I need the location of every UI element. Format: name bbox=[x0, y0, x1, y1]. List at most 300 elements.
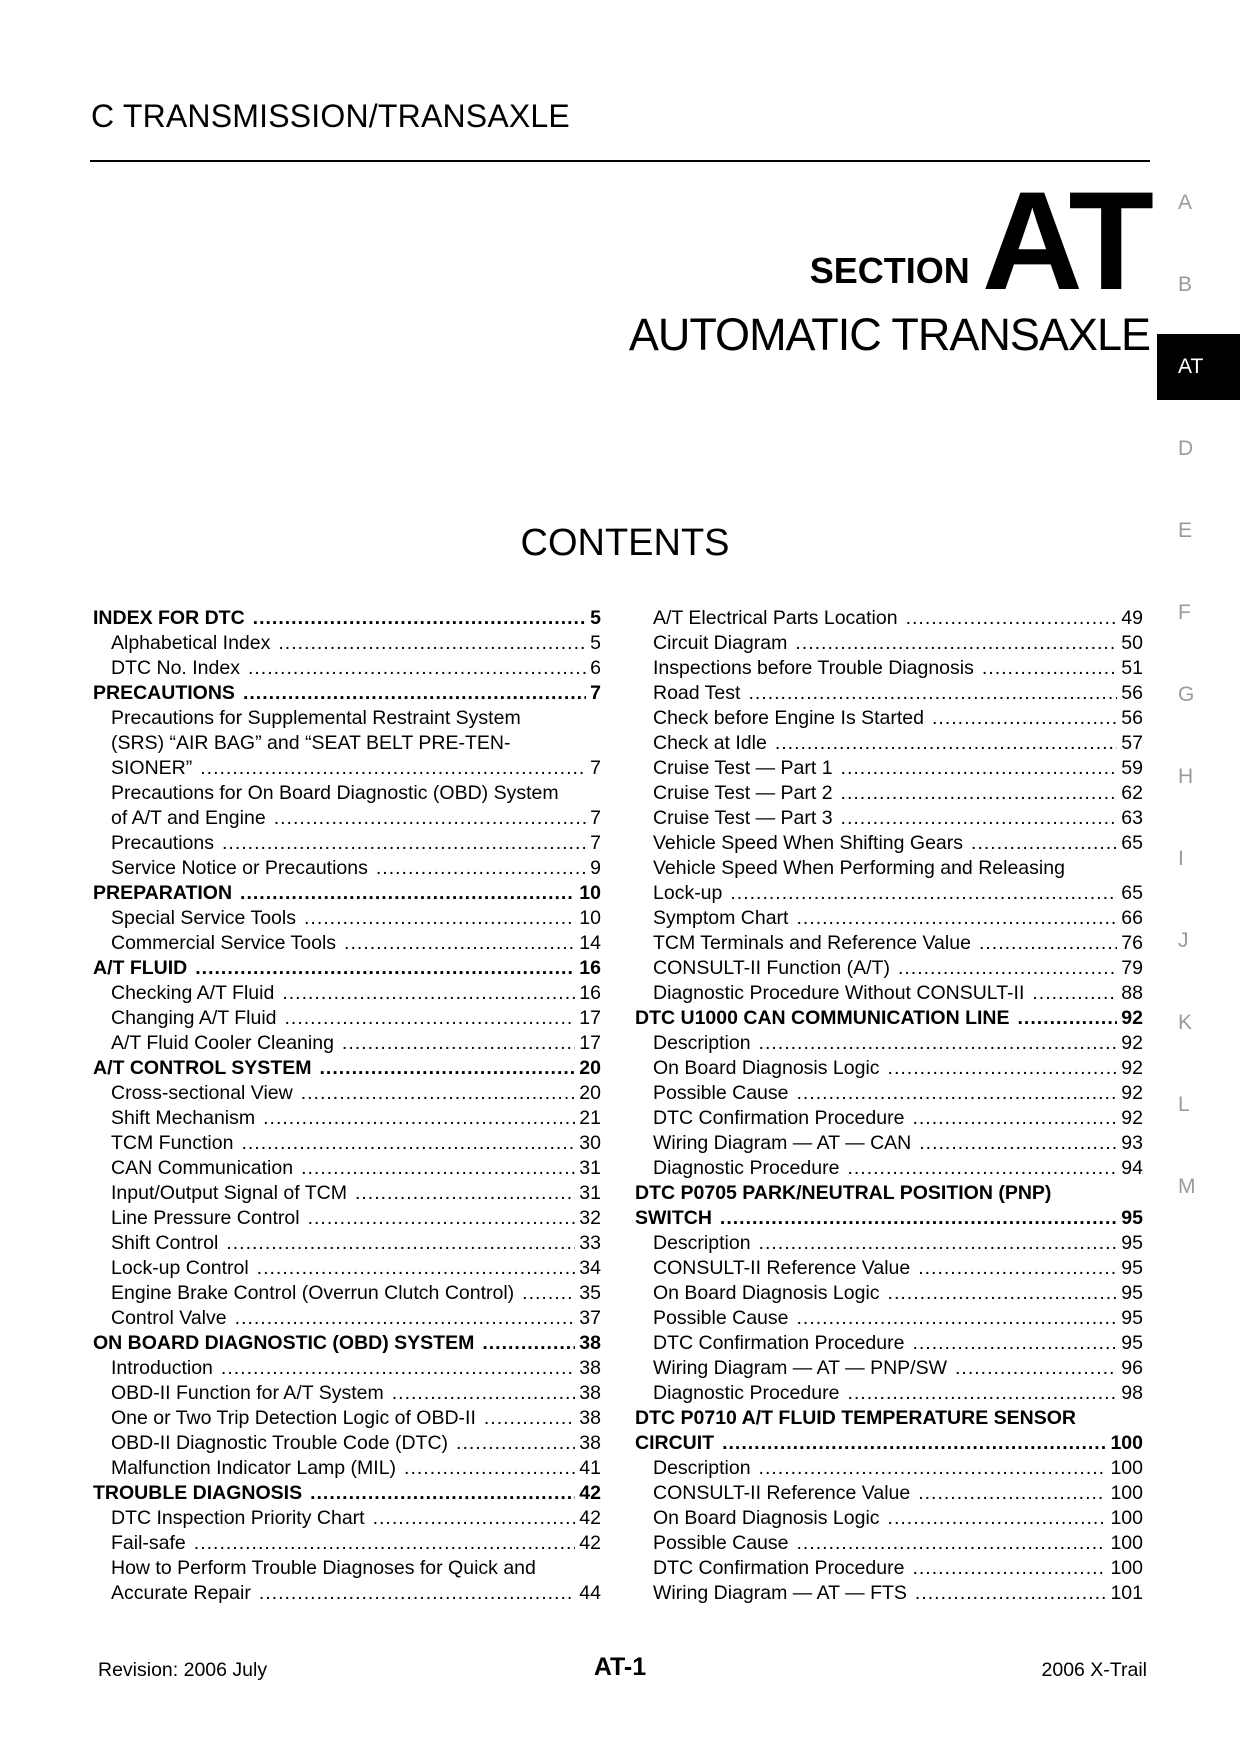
toc-entry[interactable] bbox=[93, 856, 601, 881]
toc-entry-title: Wiring Diagram — AT — FTS bbox=[653, 1582, 907, 1604]
toc-leader-dots bbox=[841, 806, 1118, 831]
toc-entry-title: DTC Confirmation Procedure bbox=[653, 1557, 905, 1579]
toc-entry[interactable] bbox=[93, 756, 601, 781]
toc-entry-title: Accurate Repair bbox=[111, 1582, 251, 1604]
section-tab-label: K bbox=[1178, 1011, 1193, 1034]
toc-entry[interactable] bbox=[93, 1456, 601, 1481]
toc-right-column bbox=[635, 606, 1143, 1606]
toc-entry-title: DTC Confirmation Procedure bbox=[653, 1332, 905, 1354]
toc-leader-dots bbox=[797, 1306, 1118, 1331]
section-title-block bbox=[628, 162, 1150, 361]
toc-entry[interactable] bbox=[93, 1106, 601, 1131]
toc-entry-page: 7 bbox=[590, 832, 601, 854]
toc-entry[interactable] bbox=[635, 1431, 1143, 1456]
toc-leader-dots bbox=[226, 1231, 575, 1256]
toc-entry-page: 95 bbox=[1121, 1207, 1143, 1229]
toc-entry-page: 100 bbox=[1110, 1507, 1143, 1529]
toc-entry-page: 66 bbox=[1121, 907, 1143, 929]
footer-model: 2006 X-Trail bbox=[1041, 1659, 1147, 1681]
toc-entry-page: 16 bbox=[579, 957, 601, 979]
toc-leader-dots bbox=[898, 956, 1117, 981]
toc-entry-page: 16 bbox=[579, 982, 601, 1004]
toc-entry[interactable] bbox=[635, 606, 1143, 631]
toc-leader-dots bbox=[759, 1231, 1118, 1256]
toc-leader-dots bbox=[376, 856, 586, 881]
toc-entry[interactable] bbox=[93, 731, 601, 756]
toc-entry-title: CONSULT-II Function (A/T) bbox=[653, 957, 890, 979]
toc-entry[interactable] bbox=[93, 1156, 601, 1181]
toc-entry-title: Road Test bbox=[653, 682, 741, 704]
toc-entry-title: TROUBLE DIAGNOSIS bbox=[93, 1482, 303, 1504]
toc-entry-title: SWITCH bbox=[635, 1207, 712, 1229]
toc-entry-title: SIONER” bbox=[111, 757, 193, 779]
toc-entry-title: Circuit Diagram bbox=[653, 632, 788, 654]
section-tab-label: D bbox=[1178, 437, 1194, 460]
toc-entry-page: 7 bbox=[590, 807, 601, 829]
toc-leader-dots bbox=[1032, 981, 1117, 1006]
toc-entry-title: DTC No. Index bbox=[111, 657, 240, 679]
toc-entry-page: 31 bbox=[579, 1157, 601, 1179]
toc-entry-page: 76 bbox=[1121, 932, 1143, 954]
toc-entry-page: 38 bbox=[579, 1332, 601, 1354]
toc-entry[interactable] bbox=[93, 606, 601, 631]
toc-entry-title: CIRCUIT bbox=[635, 1432, 715, 1454]
toc-leader-dots bbox=[263, 1106, 575, 1131]
toc-entry[interactable] bbox=[635, 1106, 1143, 1131]
toc-entry-page: 6 bbox=[590, 657, 601, 679]
section-tab-l[interactable] bbox=[1157, 1072, 1240, 1138]
toc-leader-dots bbox=[1018, 1006, 1118, 1031]
section-tab-h[interactable] bbox=[1157, 744, 1240, 810]
toc-entry-page: 92 bbox=[1121, 1007, 1143, 1029]
section-tab-d[interactable] bbox=[1157, 416, 1240, 482]
toc-entry-page: 38 bbox=[579, 1357, 601, 1379]
toc-leader-dots bbox=[222, 831, 586, 856]
toc-leader-dots bbox=[795, 631, 1117, 656]
toc-entry[interactable] bbox=[635, 1406, 1143, 1431]
toc-entry-title: Shift Mechanism bbox=[111, 1107, 256, 1129]
toc-leader-dots bbox=[243, 681, 586, 706]
toc-entry[interactable] bbox=[93, 1006, 601, 1031]
toc-entry[interactable] bbox=[93, 1031, 601, 1056]
toc-entry-page: 100 bbox=[1110, 1432, 1143, 1454]
toc-entry-title: Cruise Test — Part 1 bbox=[653, 757, 833, 779]
toc-entry-title: Special Service Tools bbox=[111, 907, 296, 929]
toc-entry[interactable] bbox=[93, 1506, 601, 1531]
section-word: SECTION bbox=[809, 250, 970, 291]
toc-entry-title: Precautions for On Board Diagnostic (OBD) System bbox=[111, 782, 559, 804]
toc-entry-title: A/T FLUID bbox=[93, 957, 188, 979]
toc-entry-page: 14 bbox=[579, 932, 601, 954]
section-tab-j[interactable] bbox=[1157, 908, 1240, 974]
section-tab-g[interactable] bbox=[1157, 662, 1240, 728]
toc-leader-dots bbox=[775, 731, 1117, 756]
toc-entry[interactable] bbox=[635, 981, 1143, 1006]
toc-leader-dots bbox=[722, 1431, 1106, 1456]
toc-entry-page: 65 bbox=[1121, 832, 1143, 854]
toc-entry-page: 95 bbox=[1121, 1257, 1143, 1279]
toc-entry[interactable] bbox=[93, 1131, 601, 1156]
toc-leader-dots bbox=[484, 1406, 575, 1431]
toc-entry[interactable] bbox=[93, 656, 601, 681]
toc-entry-page: 34 bbox=[579, 1257, 601, 1279]
toc-entry[interactable] bbox=[635, 1381, 1143, 1406]
toc-entry[interactable] bbox=[635, 1556, 1143, 1581]
toc-entry[interactable] bbox=[635, 1506, 1143, 1531]
toc-leader-dots bbox=[982, 656, 1117, 681]
contents-heading: CONTENTS bbox=[520, 522, 730, 564]
toc-entry-page: 9 bbox=[590, 857, 601, 879]
toc-entry[interactable] bbox=[635, 1256, 1143, 1281]
toc-entry[interactable] bbox=[635, 1081, 1143, 1106]
toc-leader-dots bbox=[282, 981, 575, 1006]
section-tab-m[interactable] bbox=[1157, 1154, 1240, 1220]
toc-entry-title: DTC Inspection Priority Chart bbox=[111, 1507, 365, 1529]
toc-entry-title: Description bbox=[653, 1457, 751, 1479]
toc-entry-title: Description bbox=[653, 1032, 751, 1054]
toc-entry[interactable] bbox=[93, 706, 601, 731]
toc-entry-title: Diagnostic Procedure bbox=[653, 1157, 840, 1179]
toc-entry-title: TCM Function bbox=[111, 1132, 234, 1154]
toc-entry-title: One or Two Trip Detection Logic of OBD-II bbox=[111, 1407, 476, 1429]
toc-entry-title: PREPARATION bbox=[93, 882, 233, 904]
footer-page-label: AT-1 bbox=[593, 1653, 647, 1681]
toc-leader-dots bbox=[759, 1456, 1107, 1481]
toc-entry-page: 88 bbox=[1121, 982, 1143, 1004]
toc-leader-dots bbox=[971, 831, 1117, 856]
toc-entry-title: Precautions for Supplemental Restraint System bbox=[111, 707, 521, 729]
toc-entry-page: 59 bbox=[1121, 757, 1143, 779]
toc-entry-page: 100 bbox=[1110, 1482, 1143, 1504]
toc-entry-title: On Board Diagnosis Logic bbox=[653, 1282, 880, 1304]
toc-entry-page: 49 bbox=[1121, 607, 1143, 629]
toc-entry[interactable] bbox=[93, 931, 601, 956]
toc-entry[interactable] bbox=[635, 1031, 1143, 1056]
toc-entry-title: A/T Electrical Parts Location bbox=[653, 607, 898, 629]
toc-entry-page: 101 bbox=[1110, 1582, 1143, 1604]
toc-entry[interactable] bbox=[93, 1331, 601, 1356]
toc-entry[interactable] bbox=[93, 1406, 601, 1431]
section-tab-k[interactable] bbox=[1157, 990, 1240, 1056]
toc-leader-dots bbox=[759, 1031, 1118, 1056]
toc-entry[interactable] bbox=[93, 681, 601, 706]
section-tab-i[interactable] bbox=[1157, 826, 1240, 892]
toc-leader-dots bbox=[355, 1181, 575, 1206]
toc-entry-title: On Board Diagnosis Logic bbox=[653, 1507, 880, 1529]
section-tab-e[interactable] bbox=[1157, 498, 1240, 564]
toc-entry-title: Line Pressure Control bbox=[111, 1207, 300, 1229]
section-title-row bbox=[629, 162, 1150, 319]
toc-leader-dots bbox=[888, 1506, 1107, 1531]
toc-entry-title: Inspections before Trouble Diagnosis bbox=[653, 657, 974, 679]
toc-leader-dots bbox=[278, 631, 586, 656]
toc-entry[interactable] bbox=[93, 1481, 601, 1506]
toc-entry-title: Description bbox=[653, 1232, 751, 1254]
toc-entry-page: 7 bbox=[590, 757, 601, 779]
toc-entry-title: Wiring Diagram — AT — PNP/SW bbox=[653, 1357, 947, 1379]
toc-entry-title: Cruise Test — Part 2 bbox=[653, 782, 833, 804]
toc-leader-dots bbox=[308, 1206, 576, 1231]
section-tab-at[interactable] bbox=[1157, 334, 1240, 400]
toc-entry-page: 30 bbox=[579, 1132, 601, 1154]
toc-entry-title: Possible Cause bbox=[653, 1307, 789, 1329]
section-tab-label: G bbox=[1178, 683, 1195, 706]
toc-entry-page: 51 bbox=[1121, 657, 1143, 679]
toc-entry-title: Alphabetical Index bbox=[111, 632, 271, 654]
toc-entry[interactable] bbox=[635, 906, 1143, 931]
toc-entry-title: Fail-safe bbox=[111, 1532, 186, 1554]
toc-entry[interactable] bbox=[635, 1206, 1143, 1231]
toc-entry-page: 92 bbox=[1121, 1032, 1143, 1054]
toc-entry[interactable] bbox=[635, 781, 1143, 806]
toc-entry-page: 62 bbox=[1121, 782, 1143, 804]
toc-entry-title: DTC P0705 PARK/NEUTRAL POSITION (PNP) bbox=[635, 1182, 1052, 1204]
section-tab-b[interactable] bbox=[1157, 252, 1240, 318]
toc-entry-page: 20 bbox=[579, 1057, 601, 1079]
toc-leader-dots bbox=[195, 956, 575, 981]
toc-entry-title: Check before Engine Is Started bbox=[653, 707, 924, 729]
toc-entry-title: Cross-sectional View bbox=[111, 1082, 293, 1104]
section-tab-label: F bbox=[1178, 601, 1191, 624]
toc-entry-page: 42 bbox=[579, 1482, 601, 1504]
toc-leader-dots bbox=[235, 1306, 576, 1331]
toc-entry-page: 32 bbox=[579, 1207, 601, 1229]
toc-entry-title: of A/T and Engine bbox=[111, 807, 266, 829]
section-name: AUTOMATIC TRANSAXLE bbox=[628, 309, 1150, 360]
toc-entry[interactable] bbox=[93, 1556, 601, 1581]
toc-entry-page: 35 bbox=[579, 1282, 601, 1304]
toc-leader-dots bbox=[522, 1281, 575, 1306]
toc-entry[interactable] bbox=[635, 881, 1143, 906]
toc-entry-title: How to Perform Trouble Diagnoses for Quick and bbox=[111, 1557, 536, 1579]
toc-entry-page: 31 bbox=[579, 1182, 601, 1204]
toc-entry-title: OBD-II Function for A/T System bbox=[111, 1382, 384, 1404]
toc-leader-dots bbox=[342, 1031, 575, 1056]
toc-leader-dots bbox=[915, 1581, 1107, 1606]
toc-entry[interactable] bbox=[93, 906, 601, 931]
toc-leader-dots bbox=[841, 756, 1118, 781]
toc-entry[interactable] bbox=[93, 1381, 601, 1406]
toc-entry[interactable] bbox=[635, 756, 1143, 781]
section-code: AT bbox=[981, 162, 1150, 319]
toc-entry[interactable] bbox=[93, 1306, 601, 1331]
toc-entry[interactable] bbox=[93, 1281, 601, 1306]
toc-entry[interactable] bbox=[635, 1531, 1143, 1556]
toc-entry-title: Lock-up Control bbox=[111, 1257, 249, 1279]
toc-entry[interactable] bbox=[93, 1056, 601, 1081]
section-tab-label: J bbox=[1178, 929, 1189, 952]
toc-entry-title: CONSULT-II Reference Value bbox=[653, 1482, 911, 1504]
toc-leader-dots bbox=[319, 1056, 575, 1081]
toc-entry[interactable] bbox=[635, 681, 1143, 706]
toc-entry-page: 10 bbox=[579, 907, 601, 929]
toc-entry[interactable] bbox=[635, 806, 1143, 831]
toc-entry-title: Shift Control bbox=[111, 1232, 219, 1254]
toc-leader-dots bbox=[888, 1281, 1118, 1306]
toc-leader-dots bbox=[248, 656, 586, 681]
toc-leader-dots bbox=[301, 1156, 575, 1181]
toc-leader-dots bbox=[912, 1331, 1117, 1356]
toc-entry-page: 33 bbox=[579, 1232, 601, 1254]
toc-entry-title: TCM Terminals and Reference Value bbox=[653, 932, 971, 954]
toc-leader-dots bbox=[955, 1356, 1117, 1381]
toc-leader-dots bbox=[253, 606, 586, 631]
toc-entry[interactable] bbox=[635, 1306, 1143, 1331]
toc-entry-page: 65 bbox=[1121, 882, 1143, 904]
toc-entry[interactable] bbox=[635, 931, 1143, 956]
toc-entry[interactable] bbox=[635, 1156, 1143, 1181]
toc-entry[interactable] bbox=[93, 1581, 601, 1606]
toc-entry[interactable] bbox=[93, 1356, 601, 1381]
section-tab-f[interactable] bbox=[1157, 580, 1240, 646]
toc-entry-page: 100 bbox=[1110, 1532, 1143, 1554]
toc-entry[interactable] bbox=[93, 1256, 601, 1281]
toc-entry-title: CONSULT-II Reference Value bbox=[653, 1257, 911, 1279]
toc-entry[interactable] bbox=[93, 1531, 601, 1556]
toc-leader-dots bbox=[918, 1481, 1106, 1506]
toc-leader-dots bbox=[912, 1106, 1117, 1131]
toc-entry[interactable] bbox=[93, 806, 601, 831]
toc-entry-title: OBD-II Diagnostic Trouble Code (DTC) bbox=[111, 1432, 449, 1454]
toc-leader-dots bbox=[847, 1381, 1117, 1406]
toc-entry-title: Lock-up bbox=[653, 882, 723, 904]
toc-entry-title: Changing A/T Fluid bbox=[111, 1007, 277, 1029]
toc-entry[interactable] bbox=[635, 1181, 1143, 1206]
toc-leader-dots bbox=[200, 756, 586, 781]
toc-entry-page: 95 bbox=[1121, 1307, 1143, 1329]
toc-leader-dots bbox=[796, 906, 1117, 931]
toc-entry[interactable] bbox=[635, 1281, 1143, 1306]
toc-leader-dots bbox=[841, 781, 1118, 806]
toc-entry-page: 56 bbox=[1121, 707, 1143, 729]
toc-entry-page: 50 bbox=[1121, 632, 1143, 654]
toc-entry[interactable] bbox=[635, 1231, 1143, 1256]
toc-entry-title: Possible Cause bbox=[653, 1532, 789, 1554]
toc-entry-title: DTC Confirmation Procedure bbox=[653, 1107, 905, 1129]
toc-entry[interactable] bbox=[93, 831, 601, 856]
toc-entry-page: 95 bbox=[1121, 1232, 1143, 1254]
toc-leader-dots bbox=[456, 1431, 575, 1456]
toc-leader-dots bbox=[888, 1056, 1118, 1081]
toc-entry[interactable] bbox=[93, 1231, 601, 1256]
toc-entry-title: Symptom Chart bbox=[653, 907, 789, 929]
toc-leader-dots bbox=[404, 1456, 575, 1481]
toc-entry-title: Diagnostic Procedure bbox=[653, 1382, 840, 1404]
toc-entry[interactable] bbox=[635, 831, 1143, 856]
toc-entry[interactable] bbox=[635, 731, 1143, 756]
toc-entry-title: On Board Diagnosis Logic bbox=[653, 1057, 880, 1079]
toc-entry[interactable] bbox=[635, 856, 1143, 881]
toc-entry[interactable] bbox=[93, 1081, 601, 1106]
toc-entry-title: Commercial Service Tools bbox=[111, 932, 337, 954]
toc-leader-dots bbox=[241, 1131, 575, 1156]
toc-entry[interactable] bbox=[635, 1481, 1143, 1506]
toc-entry-page: 98 bbox=[1121, 1382, 1143, 1404]
toc-entry-page: 38 bbox=[579, 1382, 601, 1404]
toc-leader-dots bbox=[257, 1256, 576, 1281]
toc-entry-title: Vehicle Speed When Shifting Gears bbox=[653, 832, 964, 854]
toc-entry-page: 17 bbox=[579, 1032, 601, 1054]
toc-entry[interactable] bbox=[635, 1581, 1143, 1606]
toc-entry-page: 92 bbox=[1121, 1082, 1143, 1104]
toc-entry-title: (SRS) “AIR BAG” and “SEAT BELT PRE-TEN- bbox=[111, 732, 511, 754]
toc-entry[interactable] bbox=[635, 1131, 1143, 1156]
toc-leader-dots bbox=[730, 881, 1117, 906]
toc-leader-dots bbox=[919, 1131, 1117, 1156]
toc-entry[interactable] bbox=[635, 1006, 1143, 1031]
toc-entry-title: A/T CONTROL SYSTEM bbox=[93, 1057, 312, 1079]
toc-entry[interactable] bbox=[93, 781, 601, 806]
toc-leader-dots bbox=[797, 1081, 1118, 1106]
toc-entry-page: 57 bbox=[1121, 732, 1143, 754]
toc-entry[interactable] bbox=[93, 631, 601, 656]
section-category-title: C TRANSMISSION/TRANSAXLE bbox=[91, 98, 570, 134]
toc-entry[interactable] bbox=[93, 981, 601, 1006]
toc-entry[interactable] bbox=[635, 706, 1143, 731]
toc-entry[interactable] bbox=[635, 1356, 1143, 1381]
toc-entry-title: A/T Fluid Cooler Cleaning bbox=[111, 1032, 334, 1054]
toc-entry[interactable] bbox=[93, 1206, 601, 1231]
toc-entry-title: CAN Communication bbox=[111, 1157, 294, 1179]
toc-leader-dots bbox=[918, 1256, 1117, 1281]
toc-entry[interactable] bbox=[93, 1431, 601, 1456]
toc-entry[interactable] bbox=[93, 956, 601, 981]
toc-entry-title: Input/Output Signal of TCM bbox=[111, 1182, 347, 1204]
toc-entry-page: 37 bbox=[579, 1307, 601, 1329]
toc-leader-dots bbox=[301, 1081, 576, 1106]
toc-entry[interactable] bbox=[635, 956, 1143, 981]
toc-entry-page: 79 bbox=[1121, 957, 1143, 979]
section-tab-label: L bbox=[1178, 1093, 1190, 1116]
toc-entry[interactable] bbox=[93, 881, 601, 906]
toc-entry-page: 100 bbox=[1110, 1457, 1143, 1479]
toc-leader-dots bbox=[979, 931, 1117, 956]
section-tab-label: M bbox=[1178, 1175, 1196, 1198]
toc-entry[interactable] bbox=[635, 631, 1143, 656]
section-tab-label: A bbox=[1178, 191, 1193, 214]
toc-leader-dots bbox=[912, 1556, 1106, 1581]
toc-entry-title: Introduction bbox=[111, 1357, 213, 1379]
toc-leader-dots bbox=[797, 1531, 1107, 1556]
toc-entry-page: 38 bbox=[579, 1432, 601, 1454]
toc-entry[interactable] bbox=[635, 1331, 1143, 1356]
toc-leader-dots bbox=[906, 606, 1118, 631]
toc-entry-page: 92 bbox=[1121, 1107, 1143, 1129]
section-tab-label: E bbox=[1178, 519, 1193, 542]
section-tab-a[interactable] bbox=[1157, 170, 1240, 236]
toc-entry-title: INDEX FOR DTC bbox=[93, 607, 245, 629]
section-tab-label: AT bbox=[1178, 355, 1204, 378]
toc-entry[interactable] bbox=[93, 1181, 601, 1206]
toc-entry-page: 95 bbox=[1121, 1332, 1143, 1354]
toc-entry-page: 92 bbox=[1121, 1057, 1143, 1079]
toc-entry-title: Checking A/T Fluid bbox=[111, 982, 275, 1004]
toc-entry-page: 17 bbox=[579, 1007, 601, 1029]
toc-leader-dots bbox=[720, 1206, 1117, 1231]
toc-entry-title: Precautions bbox=[111, 832, 214, 854]
toc-entry-title: Engine Brake Control (Overrun Clutch Control) bbox=[111, 1282, 515, 1304]
toc-leader-dots bbox=[932, 706, 1117, 731]
toc-leader-dots bbox=[259, 1581, 575, 1606]
toc-entry-title: Vehicle Speed When Performing and Releasing bbox=[653, 857, 1065, 879]
toc-leader-dots bbox=[344, 931, 575, 956]
toc-entry-page: 20 bbox=[579, 1082, 601, 1104]
toc-entry[interactable] bbox=[635, 1456, 1143, 1481]
toc-entry[interactable] bbox=[635, 656, 1143, 681]
toc-left-column bbox=[93, 606, 601, 1606]
toc-entry[interactable] bbox=[635, 1056, 1143, 1081]
toc-entry-page: 42 bbox=[579, 1507, 601, 1529]
